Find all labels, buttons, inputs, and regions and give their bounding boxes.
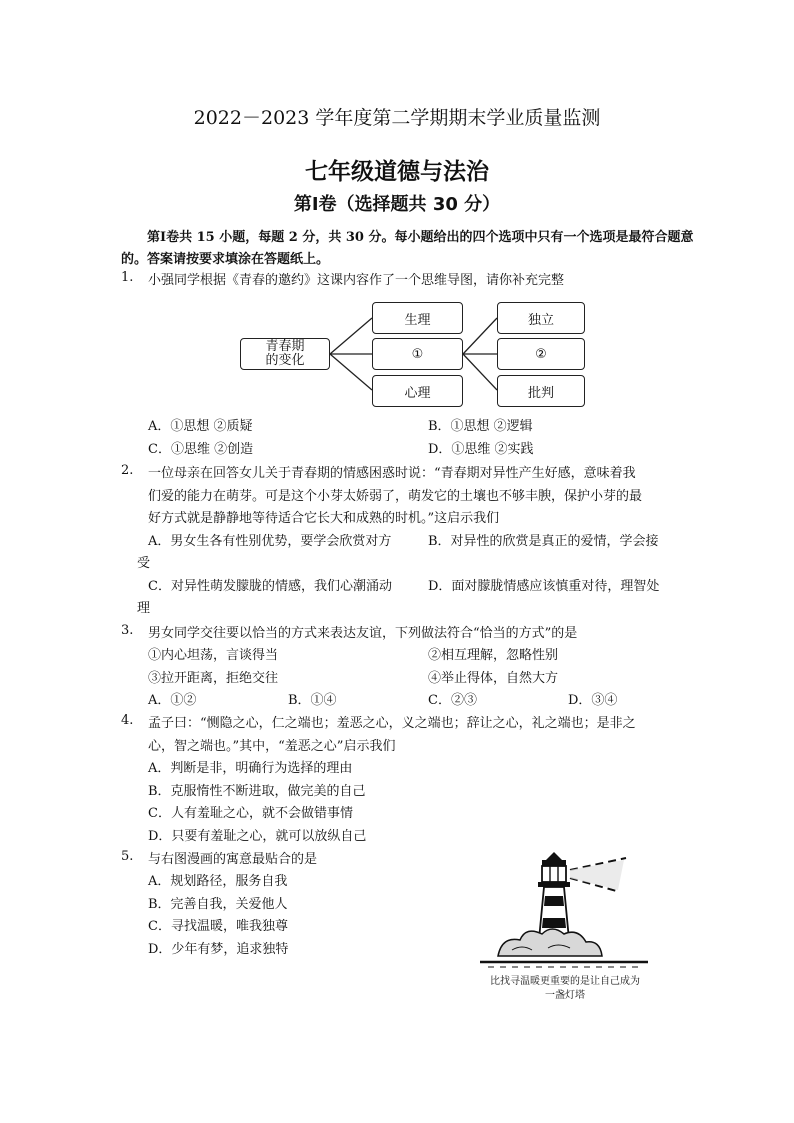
question-3-stem: 男女同学交往要以恰当的方式来表达友谊，下列做法符合“恰当的方式”的是 xyxy=(148,626,578,641)
mind-map-leaf-critical: 批判 xyxy=(497,375,585,407)
mind-map-leaf-independent: 独立 xyxy=(497,302,585,334)
mind-map-leaf-blank-2: ② xyxy=(497,338,585,370)
question-4-option-a: A．判断是非，明确行为选择的理由 xyxy=(148,761,353,776)
mind-map-branch-physiological: 生理 xyxy=(372,302,463,334)
question-1-option-d: D．①思维 ②实践 xyxy=(428,442,534,457)
question-1-option-c: C．①思维 ②创造 xyxy=(148,442,254,457)
mind-map xyxy=(230,295,600,415)
question-2-stem-line-3: 好方式就是静静地等待适合它长大和成熟的时机。”这启示我们 xyxy=(148,511,500,526)
subject-title: 七年级道德与法治 xyxy=(305,159,489,185)
section-title: 第Ⅰ卷（选择题共 30 分） xyxy=(293,194,501,215)
mind-map-branch-psychological: 心理 xyxy=(372,375,463,407)
question-3-item-1: ①内心坦荡，言谈得当 xyxy=(148,648,279,663)
question-3-item-3: ③拉开距离，拒绝交往 xyxy=(148,671,279,686)
question-3-option-b: B．①④ xyxy=(288,693,337,708)
question-3-item-2: ②相互理解，忽略性别 xyxy=(428,648,559,663)
question-4-stem-line-2: 心，智之端也。”其中，“羞恶之心”启示我们 xyxy=(148,739,396,754)
mind-map-root: 青春期 的变化 xyxy=(240,338,330,370)
question-2-option-a: A．男女生各有性别优势，要学会欣赏对方 xyxy=(148,534,392,549)
question-3-option-c: C．②③ xyxy=(428,693,477,708)
question-1-option-b: B．①思想 ②逻辑 xyxy=(428,419,533,434)
question-4-stem-line-1: 孟子曰：“恻隐之心，仁之端也；羞恶之心，义之端也；辞让之心，礼之端也；是非之 xyxy=(148,716,636,731)
question-5-option-a: A．规划路径，服务自我 xyxy=(148,874,288,889)
question-4-option-b: B．克服惰性不断进取，做完美的自己 xyxy=(148,784,366,799)
cartoon-caption xyxy=(470,975,660,1003)
cartoon-caption-line-2: 一盏灯塔 xyxy=(545,990,585,1001)
exam-title: 2022－2023 学年度第二学期期末学业质量监测 xyxy=(193,107,601,129)
question-5-option-d: D．少年有梦，追求独特 xyxy=(148,942,289,957)
question-2-number: 2. xyxy=(121,463,134,478)
question-3-option-d: D．③④ xyxy=(568,693,618,708)
question-5-option-b: B．完善自我，关爱他人 xyxy=(148,897,288,912)
lighthouse-icon xyxy=(478,850,658,972)
lighthouse-cartoon xyxy=(478,850,658,972)
question-4-option-d: D．只要有羞耻之心，就可以放纵自己 xyxy=(148,829,367,844)
cartoon-caption-line-1: 比找寻温暖更重要的是让自己成为 xyxy=(490,976,640,987)
question-4-number: 4. xyxy=(121,713,134,728)
question-1-stem: 小强同学根据《青春的邀约》这课内容作了一个思维导图，请你补充完整 xyxy=(148,273,565,288)
question-3-number: 3. xyxy=(121,623,134,638)
question-2-stem-line-1: 一位母亲在回答女儿关于青春期的情感困惑时说：“青春期对异性产生好感，意味着我 xyxy=(148,466,636,481)
question-1-option-a: A．①思想 ②质疑 xyxy=(148,419,253,434)
question-2-option-b: B．对异性的欣赏是真正的爱情，学会接 xyxy=(428,534,659,549)
section-instructions: 第Ⅰ卷共 15 小题，每题 2 分，共 30 分。每小题给出的四个选项中只有一个选项是最符合题意的。答案请按要求填涂在答题纸上。 xyxy=(121,230,694,267)
question-2-stem-line-2: 们爱的能力在萌芽。可是这个小芽太娇弱了，萌发它的土壤也不够丰腴，保护小芽的最 xyxy=(148,489,643,504)
question-2-option-d-continued: 理 xyxy=(137,601,151,616)
question-4-option-c: C．人有羞耻之心，就不会做错事情 xyxy=(148,806,353,821)
question-2-option-d: D．面对朦胧情感应该慎重对待，理智处 xyxy=(428,579,660,594)
question-3-option-a: A．①② xyxy=(148,693,197,708)
mind-map-branch-blank-1: ① xyxy=(372,338,463,370)
question-2-option-b-continued: 受 xyxy=(137,556,151,571)
question-2-option-c: C．对异性萌发朦胧的情感，我们心潮涌动 xyxy=(148,579,392,594)
question-5-number: 5. xyxy=(121,849,134,864)
question-5-stem: 与右图漫画的寓意最贴合的是 xyxy=(148,852,318,867)
question-1-number: 1. xyxy=(121,270,134,285)
question-3-item-4: ④举止得体，自然大方 xyxy=(428,671,559,686)
question-5-option-c: C．寻找温暖，唯我独尊 xyxy=(148,919,288,934)
